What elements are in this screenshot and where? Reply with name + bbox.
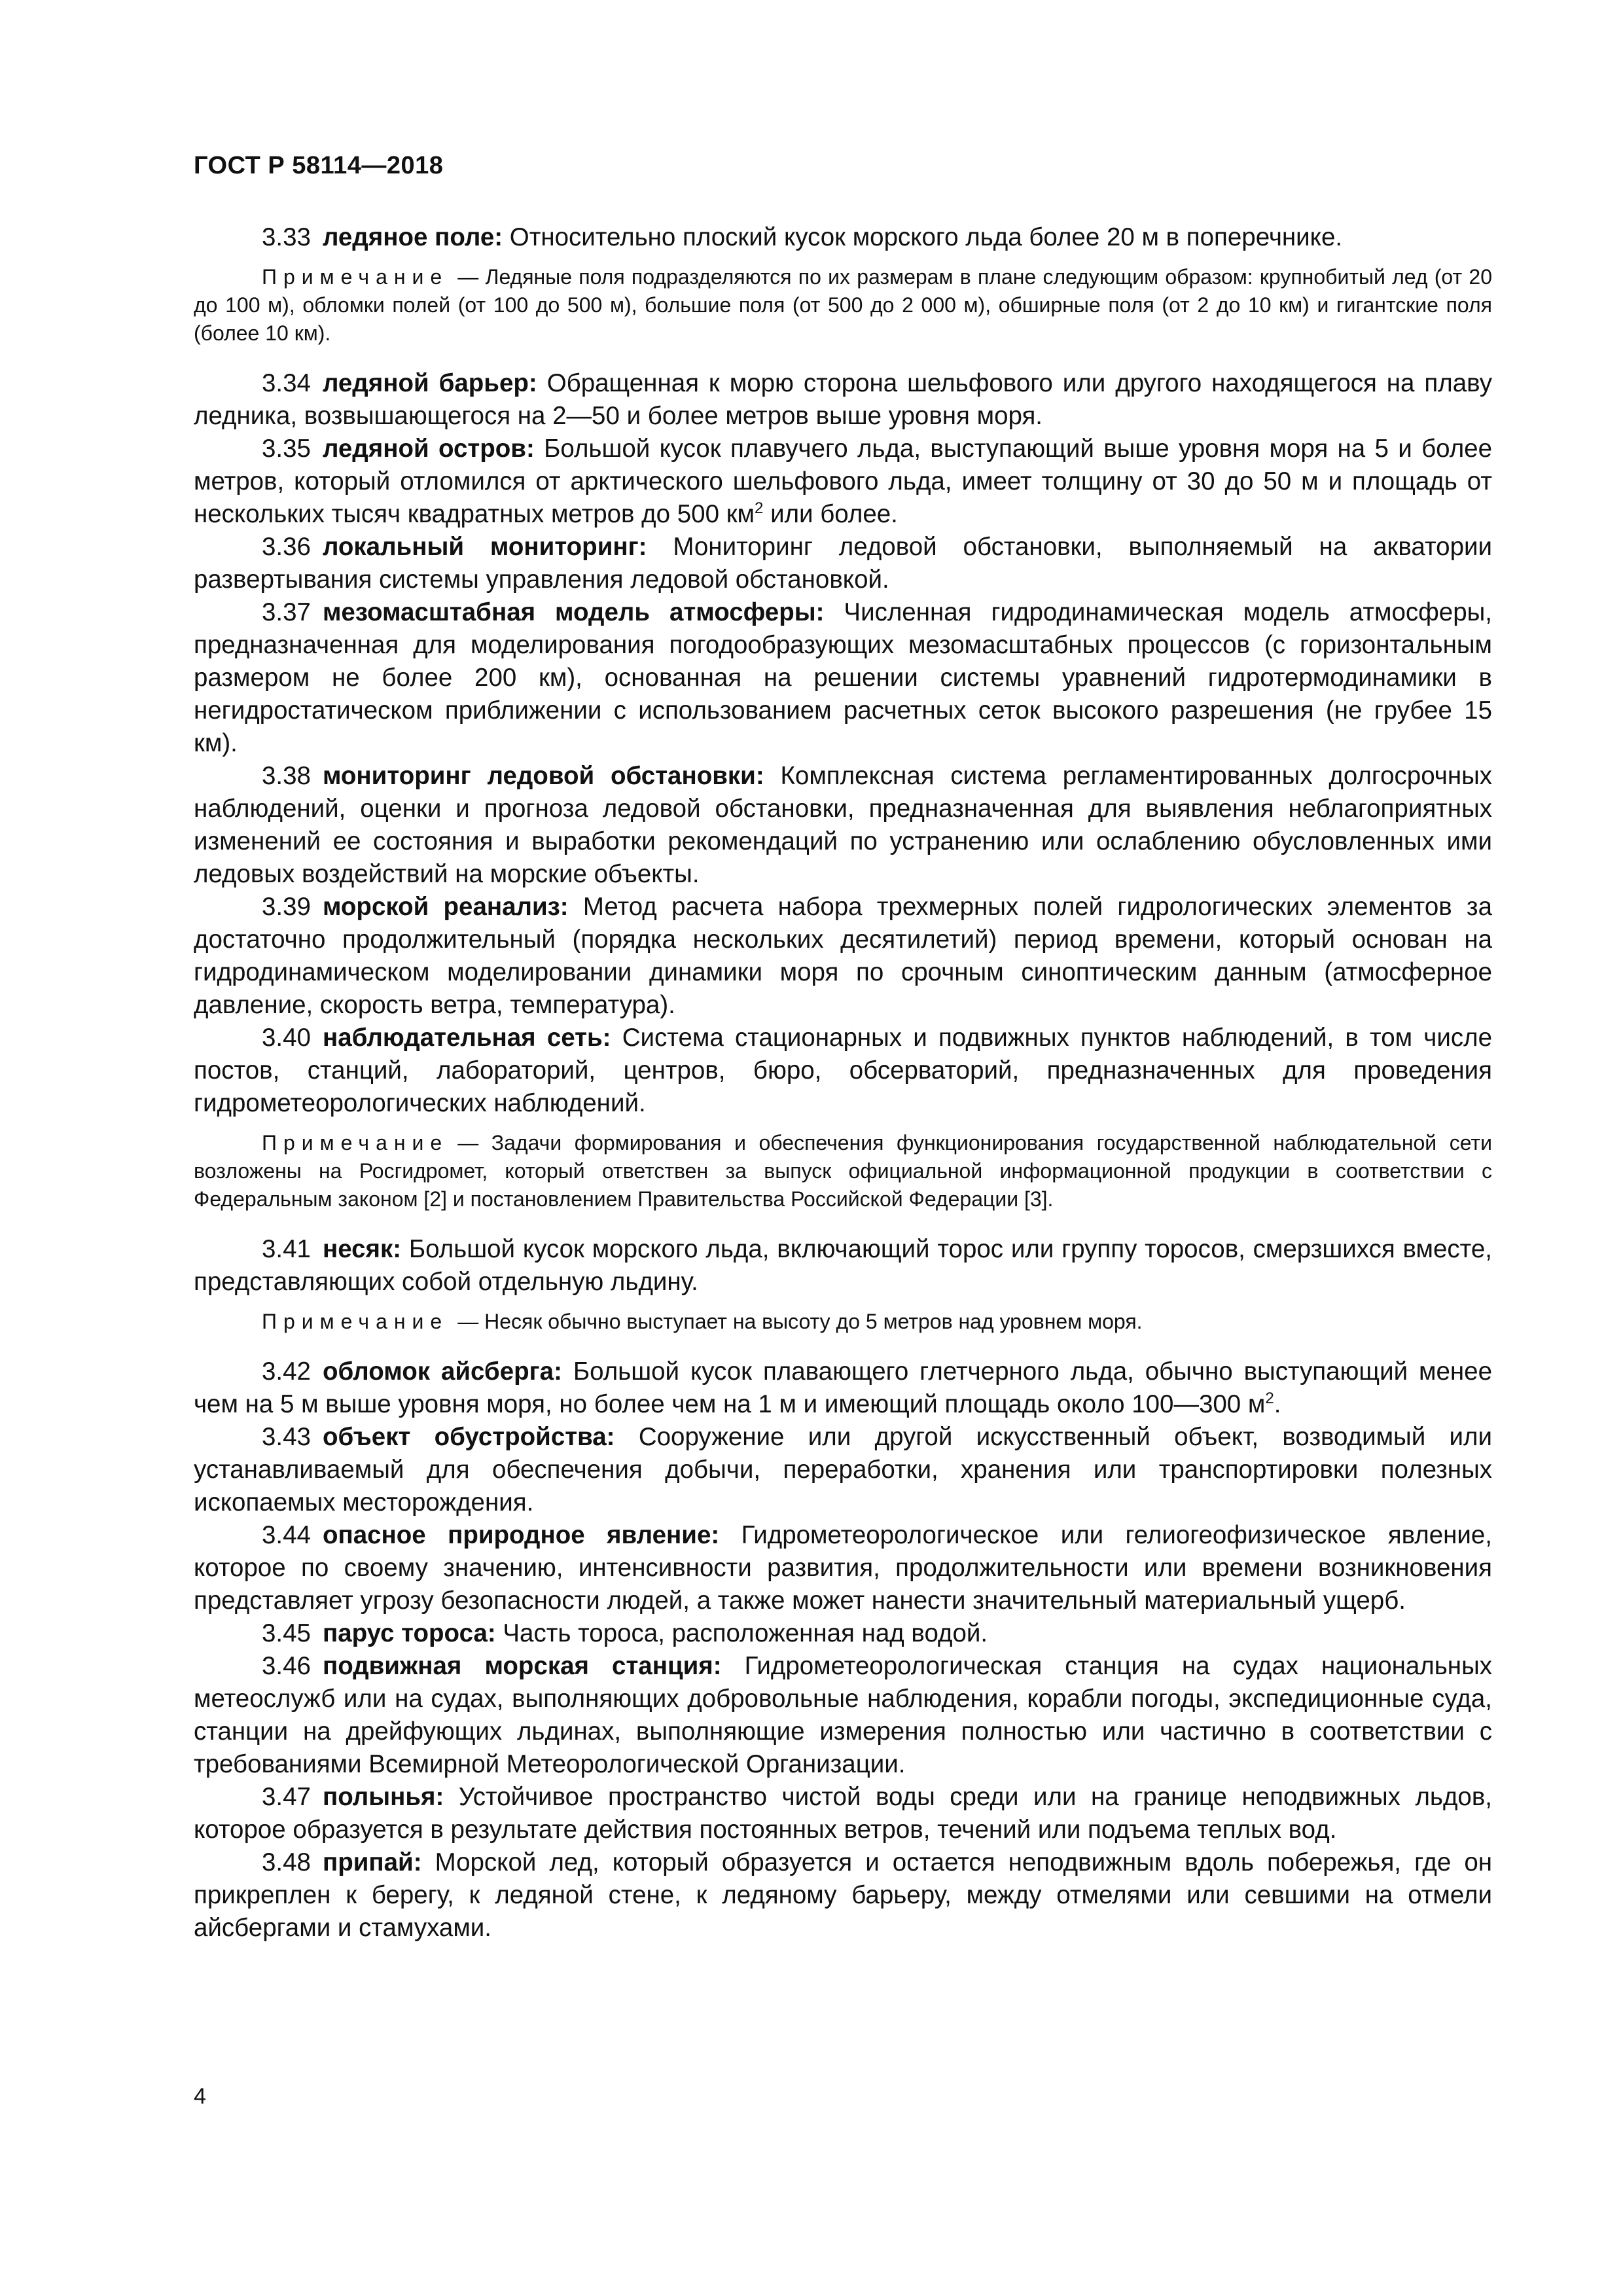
note-3-41 [194, 1308, 1492, 1336]
entry-definition: Устойчивое пространство чистой воды среди или на границе неподвижных льдов, которое образуется в результате действия постоянных ветров, течений или подъема теплых вод. [194, 1783, 1492, 1844]
note-text: — Несяк обычно выступает на высоту до 5 метров над уровнем моря. [457, 1310, 1143, 1333]
entry-definition: Обращенная к морю сторона шельфового или другого находящегося на плаву ледника, возвышающегося на 2—50 и более метров выше уровня моря. [194, 369, 1493, 430]
note-label: Примечание [262, 1131, 449, 1155]
entry-3-35 [194, 433, 1492, 531]
note-text: — Задачи формирования и обеспечения функционирования государственной наблюдательной сети возложены на Росгидромет, который ответствен за выпуск официальной информационной продукции в соответствии с Федеральным законом [2] и постановлением Правительства Российской Федерации [3]. [194, 1131, 1492, 1211]
note-3-40 [194, 1129, 1492, 1213]
entry-definition: Комплексная система регламентированных долгосрочных наблюдений, оценки и прогноза ледовой обстановки, предназначенная для выявления неблагоприятных изменений ее состояния и выработки рекомендаций по устранению или ослаблению обусловленных ими ледовых воздействий на морские объекты. [194, 762, 1492, 888]
entry-number: 3.42 [262, 1357, 311, 1386]
entry-definition: Большой кусок морского льда, включающий торос или группу торосов, смерзшихся вместе, представляющих собой отдельную льдину. [194, 1235, 1492, 1296]
entry-number: 3.34 [262, 369, 311, 397]
entry-term: морской реанализ: [322, 893, 569, 921]
entry-3-44 [194, 1519, 1492, 1617]
entry-term: полынья: [322, 1783, 444, 1811]
entry-3-39 [194, 891, 1492, 1022]
entry-3-42 [194, 1355, 1492, 1421]
entry-number: 3.40 [262, 1024, 311, 1052]
superscript: 2 [755, 499, 764, 518]
entry-3-36 [194, 531, 1492, 596]
note-3-33 [194, 263, 1492, 348]
entry-definition: Численная гидродинамическая модель атмосферы, предназначенная для моделирования погодообразующих мезомасштабных процессов (с горизонтальным размером не более 200 км), основанная на решении системы уравнений гидротермодинамики в негидростатическом приближении с использованием расчетных сеток высокого разрешения (не грубее 15 км). [194, 598, 1492, 757]
entry-3-40 [194, 1022, 1492, 1120]
note-text: — Ледяные поля подразделяются по их размерам в плане следующим образом: крупнобитый лед (от 20 до 100 м), обломки полей (от 100 до 500 м), большие поля (от 500 до 2 000 м), обширные поля (от 2 до 10 км) и гигантские поля (более 10 км). [194, 265, 1492, 345]
entry-term: мезомасштабная модель атмосферы: [322, 598, 825, 626]
entry-number: 3.36 [262, 533, 311, 561]
entry-3-38 [194, 760, 1492, 891]
entry-term: локальный мониторинг: [322, 533, 647, 561]
entry-definition: Гидрометеорологическое или гелиогеофизическое явление, которое по своему значению, интенсивности развития, продолжительности или времени возникновения представляет угрозу безопасности людей, а также может нанести значительный материальный ущерб. [194, 1521, 1492, 1615]
superscript: 2 [1265, 1390, 1274, 1408]
entry-definition: Морской лед, который образуется и остается неподвижным вдоль побережья, где он прикреплен к берегу, к ледяной стене, к ледяному барьеру, между отмелями или севшими на отмели айсбергами и стамухами. [194, 1848, 1492, 1942]
entry-definition: Метод расчета набора трехмерных полей гидрологических элементов за достаточно продолжительный (порядка нескольких десятилетий) период времени, который основан на гидродинамическом моделировании динамики моря по срочным синоптическим данным (атмосферное давление, скорость ветра, температура). [194, 893, 1492, 1019]
entry-term: опасное природное явление: [322, 1521, 720, 1549]
entry-3-45 [194, 1617, 1492, 1650]
entry-term: ледяное поле: [322, 223, 503, 251]
entry-term: ледяной барьер: [322, 369, 537, 397]
entry-term: припай: [322, 1848, 422, 1876]
entry-3-37 [194, 596, 1492, 760]
entry-number: 3.38 [262, 762, 311, 790]
entry-definition-tail: . [1274, 1390, 1281, 1418]
entry-number: 3.44 [262, 1521, 311, 1549]
entry-definition: Система стационарных и подвижных пунктов наблюдений, в том числе постов, станций, лабораторий, центров, бюро, обсерваторий, предназначенных для проведения гидрометеорологических наблюдений. [194, 1024, 1492, 1117]
entry-definition: Большой кусок плавающего глетчерного льда, обычно выступающий менее чем на 5 м выше уровня моря, но более чем на 1 м и имеющий площадь около 100—300 м [194, 1357, 1492, 1418]
entry-definition: Сооружение или другой искусственный объект, возводимый или устанавливаемый для обеспечения добычи, переработки, хранения или транспортировки полезных ископаемых месторождения. [194, 1423, 1493, 1516]
entry-definition: Относительно плоский кусок морского льда более 20 м в поперечнике. [509, 223, 1343, 251]
entry-number: 3.33 [262, 223, 311, 251]
entry-3-34 [194, 367, 1492, 433]
entry-number: 3.45 [262, 1619, 311, 1647]
entry-definition: Мониторинг ледовой обстановки, выполняемый на акватории развертывания системы управления ледовой обстановкой. [194, 533, 1493, 594]
entry-term: объект обустройства: [322, 1423, 615, 1451]
entry-definition-tail: или более. [763, 500, 898, 528]
entry-term: ледяной остров: [322, 435, 535, 463]
entry-3-41 [194, 1233, 1492, 1299]
entry-term: парус тороса: [322, 1619, 496, 1647]
entry-number: 3.48 [262, 1848, 311, 1876]
document-body [194, 221, 1492, 1945]
entry-term: несяк: [322, 1235, 402, 1263]
entry-term: наблюдательная сеть: [322, 1024, 611, 1052]
entry-number: 3.47 [262, 1783, 311, 1811]
entry-3-43 [194, 1421, 1492, 1519]
entry-number: 3.37 [262, 598, 311, 626]
entry-3-47 [194, 1781, 1492, 1846]
entry-definition: Большой кусок плавучего льда, выступающий выше уровня моря на 5 и более метров, который отломился от арктического шельфового льда, имеет толщину от 30 до 50 м и площадь от нескольких тысяч квадратных метров до 500 км [194, 435, 1492, 528]
entry-number: 3.41 [262, 1235, 311, 1263]
entry-term: обломок айсберга: [322, 1357, 562, 1386]
note-label: Примечание [262, 265, 449, 289]
entry-3-46 [194, 1650, 1492, 1781]
entry-3-33 [194, 221, 1492, 254]
page-number: 4 [194, 2084, 206, 2109]
entry-term: мониторинг ледовой обстановки: [322, 762, 764, 790]
entry-number: 3.39 [262, 893, 311, 921]
entry-term: подвижная морская станция: [322, 1652, 722, 1680]
note-label: Примечание [262, 1310, 449, 1333]
entry-definition: Часть тороса, расположенная над водой. [503, 1619, 988, 1647]
entry-number: 3.35 [262, 435, 311, 463]
entry-number: 3.46 [262, 1652, 311, 1680]
entry-3-48 [194, 1846, 1492, 1945]
page-header: ГОСТ Р 58114—2018 [194, 152, 444, 179]
entry-number: 3.43 [262, 1423, 311, 1451]
entry-definition: Гидрометеорологическая станция на судах национальных метеослужб или на судах, выполняющих добровольные наблюдения, корабли погоды, экспедиционные суда, станции на дрейфующих льдинах, выполняющие измерения полностью или частично в соответствии с требованиями Всемирной Метеорологической Организации. [194, 1652, 1492, 1778]
